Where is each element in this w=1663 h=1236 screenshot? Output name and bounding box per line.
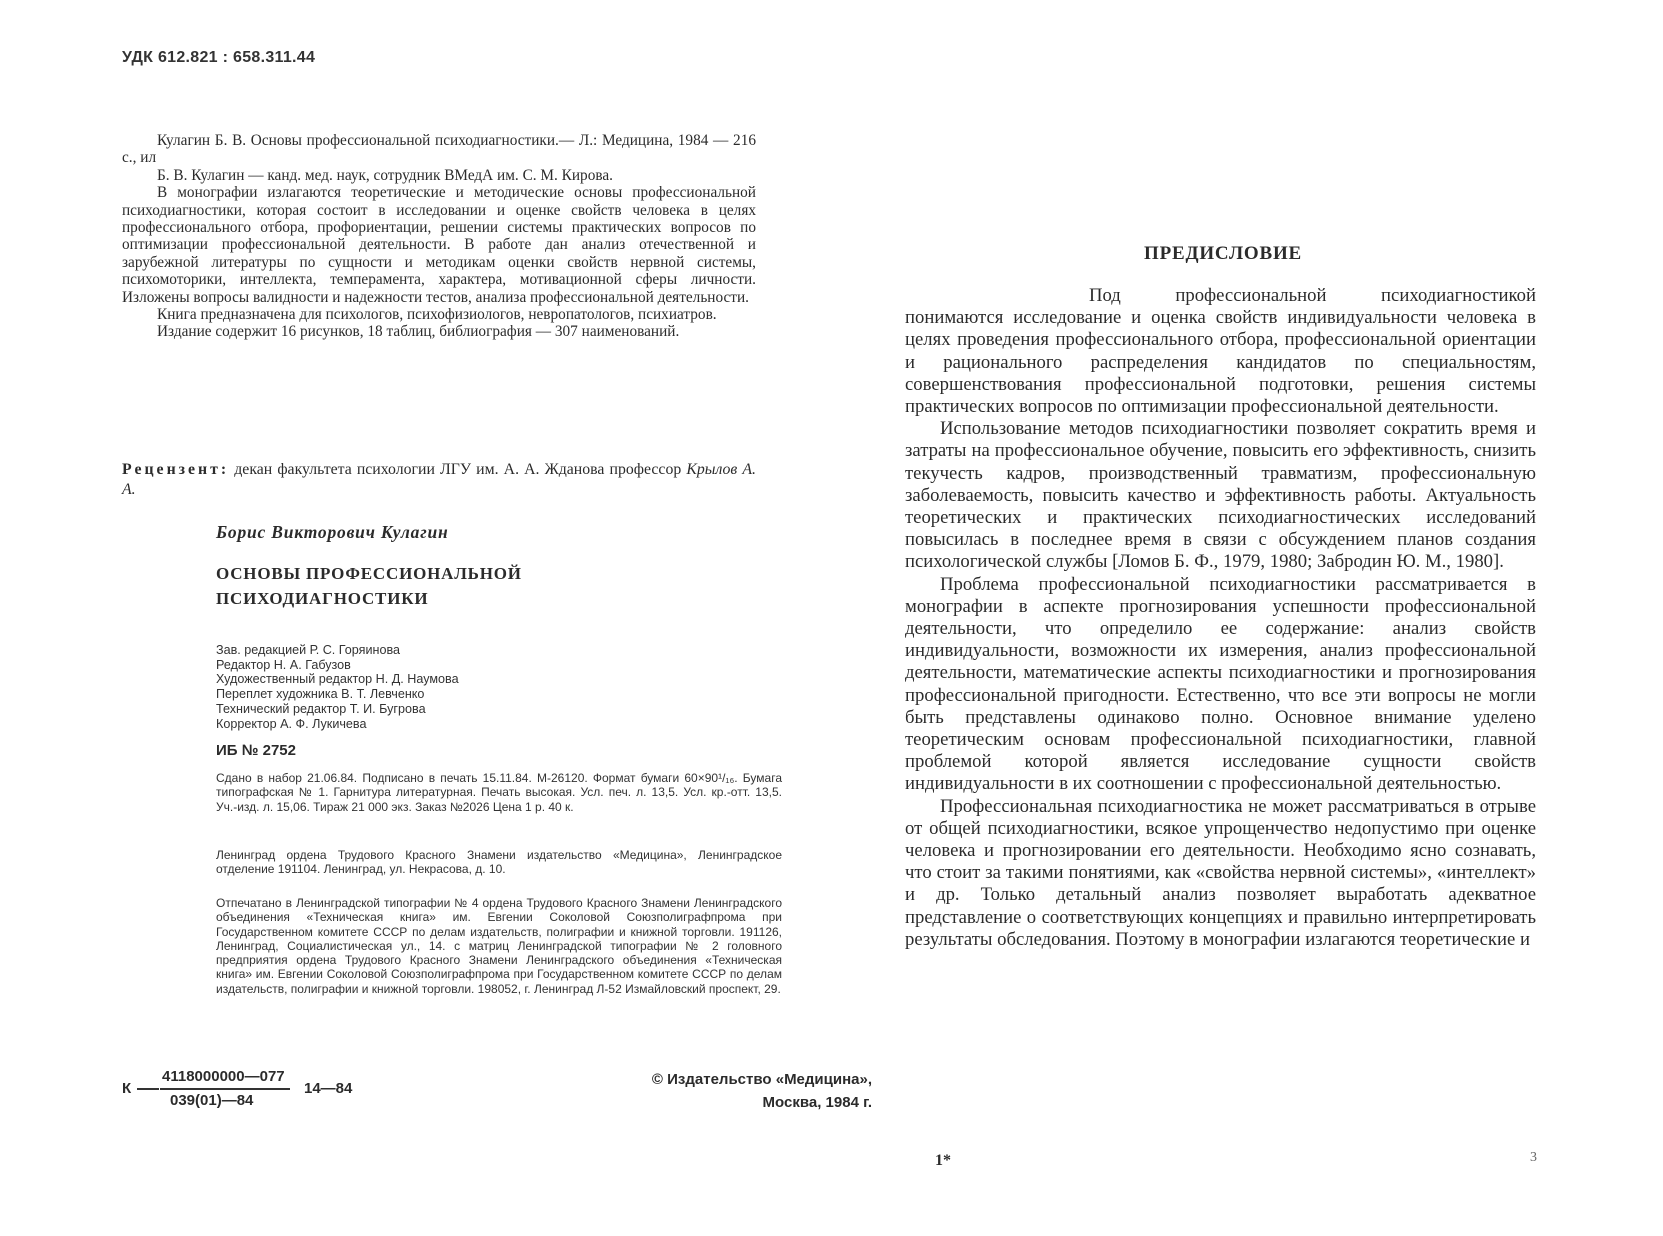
book-title-line: ОСНОВЫ ПРОФЕССИОНАЛЬНОЙ (216, 564, 522, 583)
preface-paragraph: Проблема профессиональной психодиагностики рассматривается в монографии в аспекте прогнозирования успешности профессиональной деятельности, что определило ее содержание: анализ свойств индивидуальности, возможности их измерения, анализ профессиональной деятельности, математические аспекты психодиагностики и прогнозирования профессиональной пригодности. Естественно, что все эти вопросы не могли быть представлены одинаково полно. Основное внимание уделено теоретическим основам профессиональной психодиагностики, главной проблемой которой является исследование сущности свойств индивидуальности в их соотношении с профессиональной деятельностью. (905, 573, 1536, 795)
author-name: Борис Викторович Кулагин (216, 522, 449, 542)
publisher-info (216, 848, 782, 877)
catalog-right: 14—84 (304, 1080, 353, 1097)
reviewer-name: Крылов А. А. (122, 461, 756, 498)
ib-number: ИБ № 2752 (216, 742, 296, 759)
preface-paragraph: Профессиональная психодиагностика не может рассматриваться в отрыве от общей психодиагностики, всякое упрощенчество недопустимо при оценке человека и прогнозировании его деятельности. Необходимо ясно сознавать, что стоит за такими понятиями, как «свойства нервной системы», «интеллект» и др. Только детальный анализ позволяет выработать адекватное представление о соответствующих концепциях и правильно интерпретировать результаты обследования. Поэтому в монографии излагаются теоретические и (905, 795, 1536, 950)
reviewer-text: декан факультета психологии ЛГУ им. А. А. Жданова профессор (229, 461, 687, 478)
reviewer-label: Рецензент: (122, 461, 230, 478)
catalog-k: К (122, 1080, 132, 1097)
catalog-fraction-line (160, 1088, 290, 1090)
printer-info (216, 896, 782, 996)
staff-line: Редактор Н. А. Габузов (216, 657, 351, 672)
copyright-line: Москва, 1984 г. (762, 1094, 872, 1111)
author-info: Б. В. Кулагин — канд. мед. наук, сотрудник ВМедА им. С. М. Кирова. (157, 166, 613, 184)
audience-note: Книга предназначена для психологов, психофизиологов, невропатологов, психиатров. (157, 306, 717, 324)
catalog-dash (137, 1088, 159, 1090)
preface-title: ПРЕДИСЛОВИЕ (1143, 243, 1303, 264)
preface-paragraph: Под профессиональной психодиагностикой понимаются исследование и оценка свойств индивидуальности человека в целях проведения профессионального отбора, профессиональной ориентации и рационального распределения кандидатов по специальностям, совершенствования профессиональной подготовки, решения системы практических вопросов по оптимизации профессиональной деятельности. (905, 285, 1536, 418)
editorial-staff (216, 643, 776, 731)
print-info-text: Сдано в набор 21.06.84. Подписано в печать 15.11.84. М-26120. Формат бумаги 60×90¹/₁₆. Бумага типографская № 1. Гарнитура литературная. Печать высокая. Усл. печ. л. 13,5. Усл. кр.-отт. 13,5. Уч.-изд. л. 15,06. Тираж 21 000 экз. Заказ №2026 Цена 1 р. 40 к. (216, 771, 782, 814)
catalog-numerator: 4118000000—077 (162, 1068, 285, 1085)
catalog-denominator: 039(01)—84 (170, 1092, 254, 1109)
book-title (216, 561, 522, 611)
signature-mark: 1* (935, 1152, 951, 1169)
contents-note: Издание содержит 16 рисунков, 18 таблиц, библиография — 307 наименований. (157, 323, 680, 341)
book-title-line: ПСИХОДИАГНОСТИКИ (216, 589, 429, 608)
copyright-line: © Издательство «Медицина», (651, 1071, 872, 1088)
udk-code: УДК 612.821 : 658.311.44 (122, 49, 316, 66)
preface-body (905, 285, 1536, 951)
publisher-info-text: Ленинград ордена Трудового Красного Знамени издательство «Медицина», Ленинградское отделение 191104. Ленинград, ул. Некрасова, д. 10. (216, 848, 782, 877)
bibliographic-reference: Кулагин Б. В. Основы профессиональной психодиагностики.— Л.: Медицина, 1984 — 216 с., ил (122, 132, 756, 167)
page-number: 3 (1530, 1150, 1537, 1165)
printer-info-text: Отпечатано в Ленинградской типографии № 4 ордена Трудового Красного Знамени Ленинградского объединения «Техническая книга» им. Евгении Соколовой Союзполиграфпрома при Государственном комитете СССР по делам издательств, полиграфии и книжной торговли. 191126, Ленинград, Социалистическая ул., 14. с матриц Ленинградской типографии № 2 головного предприятия ордена Трудового Красного Знамени Ленинградского объединения «Техническая книга» им. Евгении Соколовой Союзполиграфпрома при Государственном комитете СССР по делам издательств, полиграфии и книжной торговли. 198052, г. Ленинград Л-52 Измайловский проспект, 29. (216, 896, 782, 996)
staff-line: Корректор А. Ф. Лукичева (216, 716, 367, 731)
staff-line: Зав. редакцией Р. С. Горяинова (216, 643, 400, 657)
reviewer-line (122, 460, 756, 500)
annotation-block (122, 132, 756, 341)
staff-line: Художественный редактор Н. Д. Наумова (216, 672, 459, 687)
copyright (492, 1068, 872, 1114)
staff-line: Переплет художника В. Т. Левченко (216, 687, 425, 702)
abstract-text: В монографии излагаются теоретические и методические основы профессиональной психодиагностики, которая состоит в исследовании и оценке свойств человека в целях профессионального отбора, профориентации, решении системы практических вопросов по оптимизации профессиональной деятельности. В работе дан анализ отечественной и зарубежной литературы по сущности и методикам оценки свойств нервной системы, психомоторики, интеллекта, темперамента, характера, мотивационной сферы личности. Изложены вопросы валидности и надежности тестов, анализа профессиональной деятельности. (122, 184, 756, 306)
preface-paragraph: Использование методов психодиагностики позволяет сократить время и затраты на профессиональное обучение, повысить его эффективность, снизить текучесть кадров, производственный травматизм, профессиональную заболеваемость, повысить качество и эффективность работы. Актуальность теоретических и практических психодиагностических исследований повысилась в последнее время в связи с обсуждением планов создания психологической службы [Ломов Б. Ф., 1979, 1980; Забродин Ю. М., 1980]. (905, 418, 1536, 573)
print-info (216, 771, 782, 814)
staff-line: Технический редактор Т. И. Бугрова (216, 701, 426, 716)
